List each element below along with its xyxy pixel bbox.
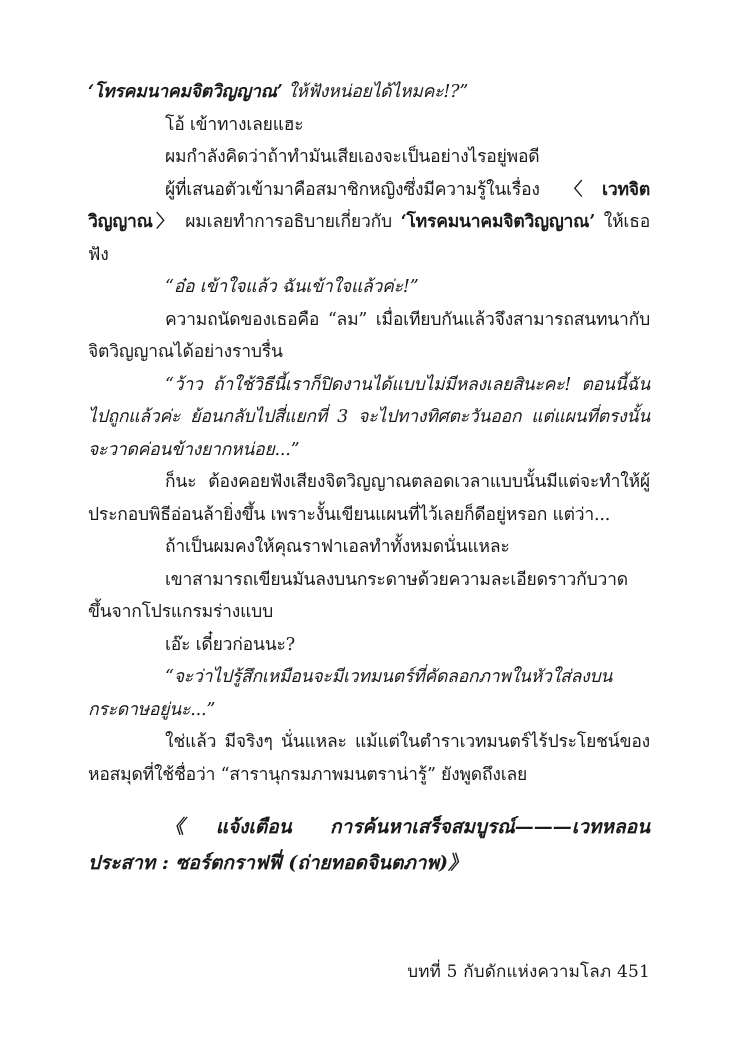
paragraph-6: ความถนัดของเธอคือ “ลม” เมื่อเทียบกันแล้วจึงสามารถสนทนากับจิตวิญญาณได้อย่างราบรื่น — [88, 309, 650, 362]
paragraph-11: เอ๊ะ เดี๋ยวก่อนนะ? — [165, 634, 295, 655]
paragraph-3: ผมกำลังคิดว่าถ้าทำมันเสียเองจะเป็นอย่างไรอยู่พอดี — [165, 147, 540, 167]
paragraph-13: ใช่แล้ว มีจริงๆ นั่นแหละ แม้แต่ในตำราเวทมนตร์ไร้ประโยชน์ของหอสมุดที่ใช้ชื่อว่า “สารานุกรมภาพมนตราน่ารู้” ยังพูดถึงเลย — [88, 732, 650, 785]
system-notice: 《แจ้งเตือน การค้นหาเสร็จสมบูรณ์———เวทหลอนประสาท : ซอร์ตกราฟฟี่ (ถ่ายทอดจินตภาพ)》 — [88, 816, 650, 874]
paragraph-1-text: ให้ฟังหน่อยได้ไหมคะ!?” — [282, 82, 469, 102]
term-spirit-magic: 〈เวทจิตวิญญาณ〉 — [88, 179, 650, 232]
section-gap — [88, 791, 650, 809]
term-spirit-telecom-2: ‘โทรคมนาคมจิตวิญญาณ’ — [400, 212, 596, 232]
paragraph-4 — [88, 174, 650, 272]
paragraph-9: ถ้าเป็นผมคงให้คุณราฟาเอลทำทั้งหมดนั่นแหละ — [165, 537, 510, 557]
paragraph-4-text-b: ผมเลยทำการอธิบายเกี่ยวกับ — [176, 212, 401, 232]
paragraph-1 — [88, 76, 650, 109]
page-footer: บทที่ 5 กับดักแห่งความโลภ 451 — [407, 962, 650, 982]
page-body — [88, 76, 650, 881]
paragraph-12: “จะว่าไปรู้สึกเหมือนจะมีเวทมนตร์ที่คัดลอกภาพในหัวใส่ลงบนกระดาษอยู่นะ...” — [88, 667, 613, 720]
paragraph-8: ก็นะ ต้องคอยฟังเสียงจิตวิญญาณตลอดเวลาแบบนั้นมีแต่จะทำให้ผู้ประกอบพิธีอ่อนล้ายิ่งขึ้น เพราะงั้นเขียนแผนที่ไว้เลยก็ดีอยู่หรอก แต่ว่า... — [88, 472, 650, 525]
paragraph-4-text-a: ผู้ที่เสนอตัวเข้ามาคือสมาชิกหญิงซึ่งมีความรู้ในเรื่อง — [165, 179, 565, 200]
paragraph-5: “อ๋อ เข้าใจแล้ว ฉันเข้าใจแล้วค่ะ!” — [165, 277, 419, 297]
paragraph-2: โอ้ เข้าทางเลยแฮะ — [165, 114, 304, 135]
paragraph-10: เขาสามารถเขียนมันลงบนกระดาษด้วยความละเอียดราวกับวาดขึ้นจากโปรแกรมร่างแบบ — [88, 569, 628, 622]
paragraph-7: “ว้าว ถ้าใช้วิธีนี้เราก็ปิดงานได้แบบไม่มีหลงเลยสินะคะ! ตอนนี้ฉันไปถูกแล้วค่ะ ย้อนกลับไปสี่แยกที่ 3 จะไปทางทิศตะวันออก แต่แผนที่ตรงนั้นจะวาดค่อนข้างยากหน่อย...” — [88, 374, 650, 460]
paragraph-4-text-c: ให้เธอฟัง — [88, 212, 651, 265]
term-spirit-telecom: ‘โทรคมนาคมจิตวิญญาณ’ — [88, 82, 283, 102]
